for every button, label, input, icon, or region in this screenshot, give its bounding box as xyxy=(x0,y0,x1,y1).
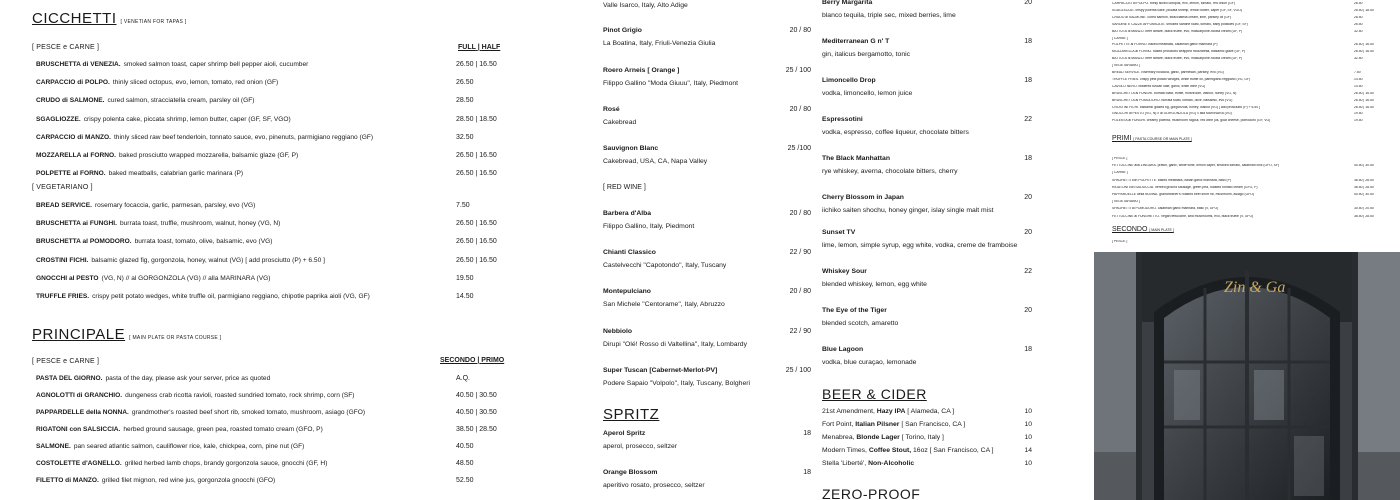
thumbnail-line xyxy=(1112,43,1392,46)
cocktail-item xyxy=(822,155,1032,175)
dish-price: 14.50 xyxy=(456,293,474,300)
thumbnail-line xyxy=(1112,179,1392,182)
spritz-heading: SPRITZ xyxy=(603,406,660,423)
item-name: Roero Arneis [ Orange ] xyxy=(603,67,680,74)
item-description: Filippo Gallino, Italy, Piedmont xyxy=(603,223,695,230)
dish-description: cured salmon, stracciatella cream, parsley oil (GF) xyxy=(107,97,255,105)
red-wine-item xyxy=(603,288,813,308)
cocktail-name: The Black Manhattan xyxy=(822,155,890,162)
cocktail-name: Cherry Blossom in Japan xyxy=(822,194,904,201)
item-name: Rosé xyxy=(603,106,620,113)
thumbnail-line-price: 26.50 | 16.50 xyxy=(1354,43,1374,47)
cocktail-description: blanco tequila, triple sec, mixed berries, lime xyxy=(822,12,956,19)
item-name: Montepulciano xyxy=(603,288,651,295)
brewery: Modern Times, xyxy=(822,447,867,454)
thumbnail-line-text: [ CARNE ] xyxy=(1112,36,1128,40)
beer-origin: 16oz [ San Francisco, CA ] xyxy=(913,447,994,454)
dish-name: PAPPARDELLE della NONNA. xyxy=(36,409,129,416)
dish-description: balsamic glazed fig, gorgonzola, honey, walnut (VG) [ add prosciutto (P) + 6.50 ] xyxy=(91,256,325,264)
spritz-item xyxy=(603,430,813,450)
principale-item-row xyxy=(36,426,506,438)
red-wine-item xyxy=(603,367,813,387)
storefront-sign-text: Zin & Ga xyxy=(1224,279,1286,296)
dish-price: 32.50 xyxy=(456,133,474,141)
cocktail-item xyxy=(822,346,1032,366)
cocktail-item xyxy=(822,307,1032,327)
thumbnail-line-price: 26.50 xyxy=(1354,22,1363,26)
storefront-illustration xyxy=(1094,252,1400,500)
item-name: Super Tuscan [Cabernet-Merlot-PV] xyxy=(603,367,718,374)
cocktail-price: 18 xyxy=(1024,77,1032,84)
dish-name: SGAGLIOZZE. xyxy=(36,115,81,123)
beer-price: 10 xyxy=(1024,434,1032,441)
cicchetti-veg-item-row xyxy=(36,293,506,305)
beer-price: 14 xyxy=(1024,447,1032,454)
dish-description: burrata toast, truffle, mushroom, walnut, honey (VG, N) xyxy=(119,220,281,228)
thumbnail-line xyxy=(1112,164,1392,167)
cicchetti-veg-item-row xyxy=(36,275,506,287)
cicchetti-veg-item-row xyxy=(36,220,506,232)
thumbnail-line-price: 14.50 xyxy=(1354,84,1363,88)
thumbnail-line-text: BATTUTA di MANZO. beef tartare, black truffle, evo, mascarpone-ricotta cream (GF, P) xyxy=(1112,57,1243,61)
cicchetti-veg-item-row xyxy=(36,238,506,250)
principale-item-row xyxy=(36,477,506,489)
white-wine-item xyxy=(603,27,813,47)
dish-price: 28.50 | 18.50 xyxy=(456,115,497,123)
cocktail-price: 22 xyxy=(1024,268,1032,275)
thumbnail-line-text: SPAGHETTI con POLPETTE. baked meatballs, italian garlic marinara, basil (P) xyxy=(1112,178,1232,182)
thumbnail-line xyxy=(1112,157,1392,160)
item-description: aperitivo rosato, prosecco, seltzer xyxy=(603,482,705,489)
beer-origin: [ San Francisco, CA ] xyxy=(901,421,966,428)
item-description: Dirupi "Olé! Rosso di Valtellina", Italy, Lombardy xyxy=(603,341,747,348)
cocktail-price: 20 xyxy=(1024,194,1032,201)
thumbnail-line xyxy=(1112,186,1392,189)
item-name: Barbera d'Alba xyxy=(603,210,652,217)
white-wine-item xyxy=(603,145,813,165)
wine-top-desc: Valle Isarco, Italy, Alto Adige xyxy=(603,2,688,9)
beer-row xyxy=(822,421,1032,428)
cocktail-description: vodka, blue curaçao, lemonade xyxy=(822,359,917,366)
cocktail-description: vodka, espresso, coffee liqueur, chocolate bitters xyxy=(822,129,969,136)
brewery: Stella 'Liberté', xyxy=(822,460,867,467)
cocktail-price: 18 xyxy=(1024,346,1032,353)
brewery: Fort Point, xyxy=(822,421,854,428)
thumbnail-line-text: SPAGHETTI al POMODORO. calabrian garlic marinara, basil (V, GFO) xyxy=(1112,207,1219,211)
thumbnail-line-text: CARPACCIO di POLPO. thinly sliced octopus, evo, lemon, tomato, red onion (GF) xyxy=(1112,2,1235,5)
principale-item-row xyxy=(36,443,506,455)
item-price: 25 /100 xyxy=(787,145,811,152)
zero-proof-heading: ZERO-PROOF xyxy=(822,486,921,500)
thumbnail-line-price: 26.50 | 16.50 xyxy=(1354,50,1374,54)
brewery: Menabrea, xyxy=(822,434,855,441)
dish-description: dungeness crab ricotta ravioli, roasted sundried tomato, rock shrimp, corn (SF) xyxy=(125,392,355,399)
thumbnail-line-text: SARDINE E CAZZE AFFUMICATE. smoked sardine toast, tomato, baby potatoes (GF, SF) xyxy=(1112,22,1248,26)
dish-name: TRUFFLE FRIES. xyxy=(36,293,90,300)
thumbnail-line xyxy=(1112,16,1392,19)
thumbnail-line-text: [ CARNE ] xyxy=(1112,171,1128,175)
cicchetti-heading: CICCHETTI [ VENETIAN FOR TAPAS ] xyxy=(32,10,187,27)
dish-price: 40.50 | 30.50 xyxy=(456,409,497,416)
dish-price: A.Q. xyxy=(456,375,471,382)
dish-name: AGNOLOTTI di GRANCHIO. xyxy=(36,392,123,399)
thumbnail-line-text: PAPPARDELLE della NONNA. grandmother's roasted beef short rib, mushroom, asiago (GFO) xyxy=(1112,193,1255,196)
dish-description: crispy petit potato wedges, white truffle oil, parmigiano reggiano, chipotle paprika aioli (VG, GF) xyxy=(92,293,370,300)
cocktail-item xyxy=(822,268,1032,288)
thumbnail-line xyxy=(1112,215,1392,218)
thumbnail-line-price: 28.50 | 18.50 xyxy=(1354,8,1374,12)
thumbnail-line-text: BRUSCHETTA al POMODORO. burrata toast, tomato, olive, balsamic, evo (VG) xyxy=(1112,98,1233,102)
thumbnail-line-text: RIGATONI con SALSICCIA. herbed ground sausage, green pea, roasted tomato cream (GFO, P) xyxy=(1112,185,1258,189)
dish-price: 48.50 xyxy=(456,460,474,467)
beer-origin: [ Torino, Italy ] xyxy=(901,434,944,441)
item-name: Chianti Classico xyxy=(603,249,656,256)
dish-description: pasta of the day, please ask your server, price as quoted xyxy=(105,375,271,382)
dish-name: BREAD SERVICE. xyxy=(36,202,92,209)
thumbnail-line-price: 32.50 xyxy=(1354,57,1363,61)
cocktail-item xyxy=(822,194,1032,214)
dish-description: grilled filet mignon, red wine jus, gorgonzola gnocchi (GFO) xyxy=(101,477,276,484)
beer-row xyxy=(822,447,1032,454)
dish-name: POLPETTE al FORNO. xyxy=(36,170,106,178)
thumbnail-line-text: SGAGLIOZZE. crispy polenta cake, piccata shrimp, lemon butter, caper (GF, SF, VGO) xyxy=(1112,8,1243,12)
dish-description: crispy polenta cake, piccata shrimp, lemon butter, caper (GF, SF, VGO) xyxy=(83,115,291,123)
cocktail-name: Blue Lagoon xyxy=(822,346,864,353)
thumbnail-line xyxy=(1112,99,1392,102)
thumbnail-line xyxy=(1112,92,1392,95)
red-wine-item xyxy=(603,210,813,230)
cocktail-item xyxy=(822,38,1032,58)
thumbnail-line xyxy=(1112,71,1392,74)
principale-heading: PRINCIPALE [ MAIN PLATE OR PASTA COURSE ] xyxy=(32,326,222,343)
dish-price: 26.50 xyxy=(456,79,474,87)
thumbnail-line xyxy=(1112,57,1392,60)
item-price: 20 / 80 xyxy=(789,27,811,34)
brewery: 21st Amendment, xyxy=(822,408,875,415)
thumbnail-line-price: 26.50 | 16.50 xyxy=(1354,91,1374,95)
thumbnail-line xyxy=(1112,2,1392,5)
thumbnail-line-text: POLPETTE al FORNO. baked meatballs, calabrian garlic marinara (P) xyxy=(1112,43,1218,47)
item-price: 20 / 80 xyxy=(789,288,811,295)
dish-description: thinly sliced raw beef tenderloin, tonnato sauce, evo, pinenuts, parmigiano reggiano (GF) xyxy=(113,133,374,141)
beer-cider-heading: BEER & CIDER xyxy=(822,386,927,402)
dish-description: rosemary focaccia, garlic, parmesan, parsley, evo (VG) xyxy=(94,202,256,209)
cocktail-description: blended whiskey, lemon, egg white xyxy=(822,281,927,288)
cicchetti-veg-item-row xyxy=(36,257,506,269)
beer-name: Coffee Stout, xyxy=(868,447,912,454)
cocktail-item xyxy=(822,116,1032,136)
item-description: Castelvecchi "Capotondo", Italy, Tuscany xyxy=(603,262,727,269)
item-description: Cakebread, USA, CA, Napa Valley xyxy=(603,158,708,165)
thumbnail-line-text: CROSTINI FICHI. balsamic glazed fig, gorgonzola, honey, walnut (VG) [ add prosciutto (P) + 6.50 ] xyxy=(1112,105,1260,109)
dish-price: 38.50 | 28.50 xyxy=(456,426,497,433)
thumbnail-line-text: [ PESCE ] xyxy=(1112,157,1128,160)
menu-thumbnail xyxy=(1108,0,1400,252)
cocktail-price: 20 xyxy=(1024,0,1032,6)
thumbnail-line-price: 28.50 xyxy=(1354,15,1363,19)
item-price: 20 / 80 xyxy=(789,106,811,113)
dish-description: baked meatballs, calabrian garlic marinara (P) xyxy=(108,170,244,178)
red-wine-item xyxy=(603,249,813,269)
dish-name: PASTA DEL GIORNO. xyxy=(36,375,103,382)
beer-price: 10 xyxy=(1024,421,1032,428)
thumbnail-line xyxy=(1112,23,1392,26)
thumbnail-line-text: TRUFFLE FRIES. crispy petit potato wedges, white truffle oil, parmigiano reggiano (VG, GF) xyxy=(1112,77,1251,81)
dish-price: 26.50 | 16.50 xyxy=(456,220,497,228)
thumbnail-line xyxy=(1112,85,1392,88)
principale-column-headers: SECONDO | PRIMO xyxy=(440,357,505,364)
white-wine-item xyxy=(603,106,813,126)
thumbnail-line xyxy=(1112,9,1392,12)
thumbnail-line-price: 40.50 | 30.50 xyxy=(1354,164,1374,168)
dish-price: 26.50 | 16.50 xyxy=(456,61,497,68)
dish-name: BRUSCHETTA ai FUNGHI. xyxy=(36,220,117,228)
cocktail-name: Sunset TV xyxy=(822,229,856,236)
dish-name: GNOCCHI al PESTO xyxy=(36,274,99,282)
dish-name: CARPACCIO di POLPO. xyxy=(36,79,110,87)
cocktail-name: Berry Margarita xyxy=(822,0,873,6)
cicchetti-item-row xyxy=(36,97,506,109)
thumbnail-line-price: 40.50 | 30.50 xyxy=(1354,193,1374,196)
dish-price: 19.50 xyxy=(456,274,474,282)
item-price: 22 / 90 xyxy=(789,249,811,256)
thumbnail-line-price: 38.50 | 28.50 xyxy=(1354,185,1374,189)
cocktail-price: 18 xyxy=(1024,155,1032,162)
thumbnail-line-text: BRUSCHETTA ai FUNGHI. burrata toast, truffle, mushroom, walnut, honey (VG, N) xyxy=(1112,91,1237,95)
thumbnail-line-text: BREAD SERVICE. rosemary focaccia, garlic, parmesan, parsley, evo (VG) xyxy=(1112,71,1224,74)
thumbnail-line-price: 7.50 xyxy=(1354,71,1361,74)
dish-name: SALMONE. xyxy=(36,443,71,450)
thumbnail-line-price: 26.50 | 16.50 xyxy=(1354,105,1374,109)
cocktail-description: rye whiskey, averna, chocolate bitters, cherry xyxy=(822,168,958,175)
cocktail-name: Espressotini xyxy=(822,116,863,123)
cocktail-description: iichiko saiten shochu, honey ginger, islay single malt mist xyxy=(822,207,994,214)
thumbnail-line-text: [ VEGETARIANO ] xyxy=(1112,64,1141,68)
dish-name: BRUSCHETTA al POMODORO. xyxy=(36,238,132,246)
beer-origin: [ Alameda, CA ] xyxy=(907,408,955,415)
thumbnail-line-text: [ VEGETARIANO ] xyxy=(1112,200,1141,204)
thumbnail-secondo-heading: SECONDO [ MAIN PLATE ] xyxy=(1112,226,1174,233)
item-name: Pinot Grigio xyxy=(603,27,642,34)
food-menu-column xyxy=(0,0,520,500)
item-price: 22 / 90 xyxy=(789,328,811,335)
beer-row xyxy=(822,460,1032,467)
item-price: 25 / 100 xyxy=(785,367,811,374)
thumbnail-line xyxy=(1112,112,1392,115)
dish-description: grandmother's roasted beef short rib, smoked tomato, mushroom, asiago (GFO) xyxy=(131,409,366,416)
thumbnail-line-text: MOZZARELLA al FORNO. baked prosciutto wrapped mozzarella, balsamic glaze (GF, P) xyxy=(1112,50,1246,54)
cocktail-item xyxy=(822,77,1032,97)
dish-description: pan seared atlantic salmon, cauliflower rice, kale, chickpea, corn, pine nut (GF) xyxy=(73,443,305,450)
cocktail-price: 20 xyxy=(1024,307,1032,314)
item-description: aperol, prosecco, seltzer xyxy=(603,443,678,450)
cocktail-name: The Eye of the Tiger xyxy=(822,307,887,314)
thumbnail-line-price: 38.50 | 28.50 xyxy=(1354,214,1374,218)
cicchetti-category-meat: [ PESCE e CARNE ] xyxy=(32,44,100,51)
beer-name: Hazy IPA xyxy=(876,408,906,415)
cocktail-item xyxy=(822,229,1032,249)
item-description: Filippo Gallino "Moda Giuuu", Italy, Piedmont xyxy=(603,80,739,87)
item-price: 20 / 80 xyxy=(789,210,811,217)
cocktail-price: 18 xyxy=(1024,38,1032,45)
item-price: 25 / 100 xyxy=(785,67,811,74)
thumbnail-line-text: POLENTA al FUNGHI. creamy polenta, mushroom ragout, red wine jus, goat cheese, pomodoro (GF, VG) xyxy=(1112,119,1271,123)
dish-name: FILETTO di MANZO. xyxy=(36,477,99,484)
cocktail-name: Whiskey Sour xyxy=(822,268,867,275)
thumbnail-line xyxy=(1112,106,1392,109)
dish-price: 26.50 | 16.50 xyxy=(456,238,497,246)
item-description: San Michele "Centorame", Italy, Abruzzo xyxy=(603,301,725,308)
thumbnail-primi-heading: PRIMI [ PASTA COURSE OR MAIN PLATE ] xyxy=(1112,135,1192,142)
thumbnail-line-text: FETTUCCINE alla ZINGARA. prawn, garlic, white wine, lemon caper, smoked tomato, calabrian chili (GFO, SF) xyxy=(1112,164,1280,168)
spritz-item xyxy=(603,469,813,489)
thumbnail-line xyxy=(1112,30,1392,33)
beer-name: Blonde Lager xyxy=(856,434,900,441)
item-description: Podere Sapaio "Volpolo", Italy, Tuscany, Bolgheri xyxy=(603,380,751,387)
dish-price: 26.50 | 16.50 xyxy=(456,256,497,264)
cicchetti-item-row xyxy=(36,170,506,182)
thumbnail-line-price: 14.50 xyxy=(1354,77,1363,81)
principale-item-row xyxy=(36,460,506,472)
item-description: La Boatina, Italy, Friuli-Venezia Giulia xyxy=(603,40,716,47)
item-description: Cakebread xyxy=(603,119,637,126)
cicchetti-item-row xyxy=(36,152,506,164)
dish-name: CRUDO di SALMONE. xyxy=(36,97,105,105)
thumbnail-line xyxy=(1112,119,1392,122)
red-wine-item xyxy=(603,328,813,348)
red-wine-label: [ RED WINE ] xyxy=(603,184,646,191)
thumbnail-line-price: 30.50 | 20.50 xyxy=(1354,207,1374,211)
cicchetti-category-veg: [ VEGETARIANO ] xyxy=(32,184,93,191)
dish-name: RIGATONI con SALSICCIA. xyxy=(36,426,121,433)
dish-price: 26.50 | 16.50 xyxy=(456,170,497,178)
cicchetti-veg-item-row xyxy=(36,202,506,214)
cocktail-price: 20 xyxy=(1024,229,1032,236)
principale-item-row xyxy=(36,375,506,387)
dish-description: herbed ground sausage, green pea, roasted tomato cream (GFO, P) xyxy=(123,426,323,433)
wine-column xyxy=(600,0,815,500)
thumbnail-line-price: 19.50 xyxy=(1354,119,1363,123)
cicchetti-item-row xyxy=(36,61,506,73)
thumbnail-line xyxy=(1112,64,1392,67)
cocktail-description: blended scotch, amaretto xyxy=(822,320,899,327)
dish-name: MOZZARELLA al FORNO. xyxy=(36,152,116,159)
thumbnail-line-text: GNOCCHI al PESTO (VG, N) // al GORGONZOLA (VG) // alla MARINARA (VG) xyxy=(1112,112,1232,116)
thumbnail-line xyxy=(1112,78,1392,81)
thumbnail-line-price: 38.50 | 28.50 xyxy=(1354,178,1374,182)
thumbnail-line xyxy=(1112,207,1392,210)
thumbnail-line-text: BATTUTA di MANZO. beef tartare, black truffle, evo, mascarpone-ricotta cream (GF, P) xyxy=(1112,29,1243,33)
dish-price: 26.50 | 16.50 xyxy=(456,152,497,159)
cicchetti-item-row xyxy=(36,79,506,91)
cocktail-description: lime, lemon, simple syrup, egg white, vodka, creme de framboise xyxy=(822,242,1018,249)
restaurant-storefront-photo xyxy=(1094,252,1400,500)
item-price: 18 xyxy=(803,430,811,437)
beer-row xyxy=(822,408,1032,415)
thumbnail-line-price: 32.50 xyxy=(1354,29,1363,33)
cocktail-description: vodka, limoncello, lemon juice xyxy=(822,90,913,97)
item-name: Nebbiolo xyxy=(603,328,633,335)
beer-price: 10 xyxy=(1024,460,1032,467)
dish-description: smoked salmon toast, caper shrimp bell pepper aioli, cucumber xyxy=(123,61,309,68)
thumbnail-line xyxy=(1112,200,1392,203)
cocktail-price: 22 xyxy=(1024,116,1032,123)
cocktail-item xyxy=(822,0,1032,19)
beer-row xyxy=(822,434,1032,441)
thumbnail-line-price: 26.50 xyxy=(1354,2,1363,5)
dish-name: CARPACCIO di MANZO. xyxy=(36,133,111,141)
cocktail-name: Limoncello Drop xyxy=(822,77,876,84)
principale-category-meat: [ PESCE e CARNE ] xyxy=(32,358,100,365)
dish-description: thinly sliced octopus, evo, lemon, tomato, red onion (GF) xyxy=(112,79,279,87)
cicchetti-column-headers: FULL | HALF xyxy=(458,44,501,51)
cocktail-description: gin, italicus bergamotto, tonic xyxy=(822,51,911,58)
thumbnail-secondo-cat: [ PESCE ] xyxy=(1112,240,1128,243)
principale-item-row xyxy=(36,409,506,421)
thumbnail-line xyxy=(1112,193,1392,196)
item-name: Sauvignon Blanc xyxy=(603,145,659,152)
beer-name: Non-Alcoholic xyxy=(868,460,915,467)
cicchetti-item-row xyxy=(36,116,506,128)
thumbnail-line-price: 26.50 | 16.50 xyxy=(1354,98,1374,102)
dish-price: 7.50 xyxy=(456,202,470,209)
thumbnail-line-text: FETTUCCINE al FUNGHETTO. Vegan fettuccine, wild mushrooms, evo, black truffle (V, GFO) xyxy=(1112,214,1254,218)
dish-name: COSTOLETTE d'AGNELLO. xyxy=(36,460,122,467)
thumbnail-line xyxy=(1112,37,1392,40)
dish-price: 40.50 | 30.50 xyxy=(456,392,497,399)
dish-description: burrata toast, tomato, olive, balsamic, evo (VG) xyxy=(134,238,273,246)
dish-description: grilled herbed lamb chops, brandy gorgonzola sauce, gnocchi (GF, H) xyxy=(124,460,328,467)
item-price: 18 xyxy=(803,469,811,476)
thumbnail-line-text: CAVOLO NERO. blistered tuscan kale, garlic, white wine (VG) xyxy=(1112,84,1206,88)
dish-price: 52.50 xyxy=(456,477,474,484)
dish-price: 28.50 xyxy=(456,97,474,105)
beer-name: Italian Pilsner xyxy=(855,421,900,428)
thumbnail-line-price: 19.50 xyxy=(1354,112,1363,116)
dish-description: baked prosciutto wrapped mozzarella, balsamic glaze (GF, P) xyxy=(118,152,299,159)
thumbnail-line xyxy=(1112,171,1392,174)
cicchetti-item-row xyxy=(36,134,506,146)
principale-item-row xyxy=(36,392,506,404)
thumbnail-line xyxy=(1112,50,1392,53)
cocktail-column xyxy=(822,0,1034,500)
item-name: Orange Blossom xyxy=(603,469,658,476)
thumbnail-line-text: CRUDO di SALMONE. cured salmon, stracciatella cream, lime, parsley oil (GF) xyxy=(1112,15,1232,19)
dish-name: BRUSCHETTA di VENEZIA. xyxy=(36,61,121,68)
item-name: Aperol Spritz xyxy=(603,430,646,437)
dish-description: (VG, N) // al GORGONZOLA (VG) // alla MARINARA (VG) xyxy=(101,274,271,282)
beer-price: 10 xyxy=(1024,408,1032,415)
dish-price: 40.50 xyxy=(456,443,474,450)
white-wine-item xyxy=(603,67,813,87)
cocktail-name: Mediterranean G n' T xyxy=(822,38,890,45)
dish-name: CROSTINI FICHI. xyxy=(36,256,89,264)
